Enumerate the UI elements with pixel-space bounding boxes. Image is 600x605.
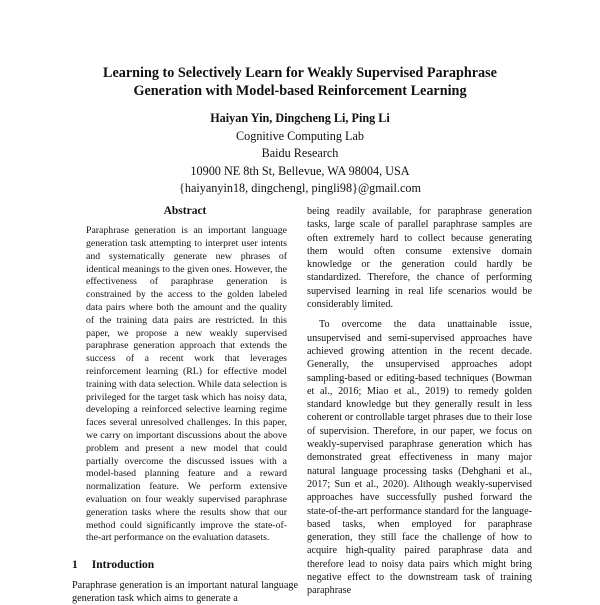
right-paragraph-1: being readily available, for paraphrase generation tasks, large scale of parallel paraphrase samples are often extremely hard to collect because generating them would often consume extensive domain knowledge or the generation could hardly be standardized. Therefore, the chance of performing supervised learning in real life scenarios would be considerably limited. (307, 206, 532, 311)
section-number: 1 (72, 559, 78, 572)
affiliation-org: Baidu Research (261, 146, 339, 160)
abstract-text: Paraphrase generation is an important language generation task attempting to interpret user intents and systematically generate new phrases of identical meanings to the given ones. However, the effectiveness of paraphrase generation is constrained by the access to the golden labeled data pairs where both the amount and the quality of the training data pairs are restricted. In this paper, we propose a new weakly supervised paraphrase generation approach that extends the success of a recent work that leverages reinforcement learning (RL) for effective model training with data selection. While data selection is privileged for the target task which has noisy data, developing a reinforced selective learning regime faces several unresolved challenges. In this paper, we carry on important discussions about the above problem and present a new model that could partially overcome the discussed issues with a model-based planning feature and a reward normalization feature. We perform extensive evaluation on four weakly supervised paraphrase generation tasks where the results show that our method could significantly improve the state-of-the-art performance on the evaluation datasets. (86, 225, 287, 544)
author-names: Haiyan Yin, Dingcheng Li, Ping Li (210, 111, 390, 125)
right-column (307, 205, 532, 598)
abstract-heading: Abstract (163, 205, 207, 217)
title-line-1: Learning to Selectively Learn for Weakly Supervised Paraphrase (103, 65, 497, 81)
paper-title (40, 64, 560, 100)
author-block (40, 110, 560, 198)
introduction-text: Paraphrase generation is an important natural language generation task which aims to generate a (72, 579, 298, 604)
introduction-heading (72, 559, 298, 572)
left-column (72, 205, 298, 605)
author-emails: {haiyanyin18, dingchengl, pingli98}@gmail.com (179, 181, 421, 195)
title-line-2: Generation with Model-based Reinforcement Learning (133, 83, 467, 99)
section-title: Introduction (91, 559, 155, 572)
affiliation-address: 10900 NE 8th St, Bellevue, WA 98004, USA (190, 163, 410, 178)
right-paragraph-2: To overcome the data unattainable issue, unsupervised and semi-supervised approaches have achieved growing attention in the recent decade. Generally, the unsupervised approaches adopt sampling-based or editing-based techniques (Bowman et al., 2016; Miao et al., 2019) to remedy golden standard knowledge but they generally result in less coherent or controllable target phrases due to their lose of supervision. Therefore, in our paper, we focus on weakly-supervised paraphrase generation which has demonstrated great effectiveness in many major natural language processing tasks (Dehghani et al., 2017; Sun et al., 2020). Although weakly-supervised approaches have successfully pushed forward the state-of-the-art performance standard for the language-based tasks, when employed for paraphrase generation, they still face the challenge of how to acquire high-quality paired paraphrase data and therefore lead to noisy data pairs which might bring negative effect to the downstream task of training paraphrase (307, 319, 532, 597)
affiliation-lab: Cognitive Computing Lab (236, 128, 364, 143)
